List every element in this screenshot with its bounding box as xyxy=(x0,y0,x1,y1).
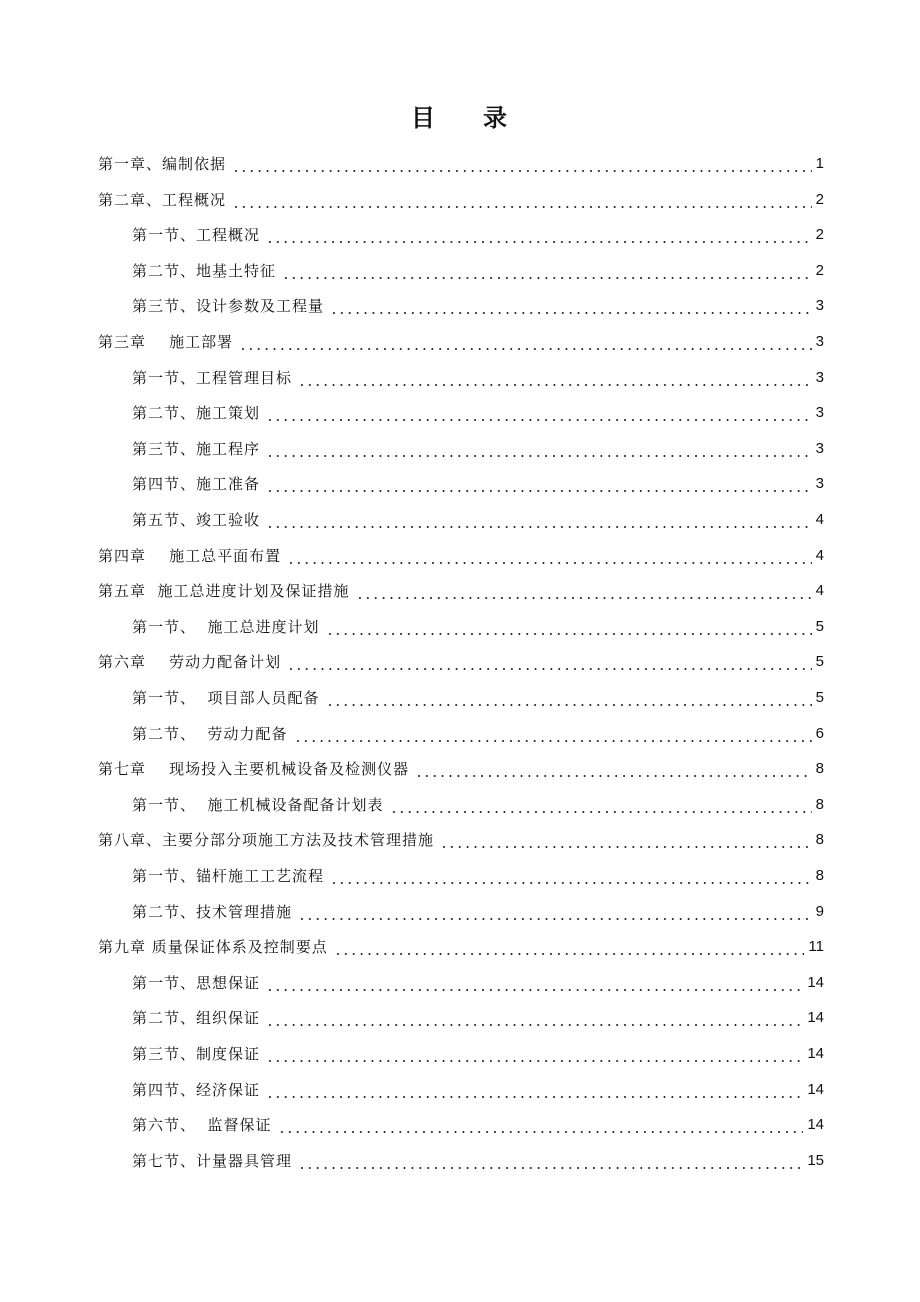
toc-entry-label: 第二节、 劳动力配备 xyxy=(132,724,288,743)
toc-page-number: 2 xyxy=(815,261,824,279)
toc-entry-label: 第六节、 监督保证 xyxy=(132,1116,272,1135)
toc-chapter-entry[interactable] xyxy=(98,751,824,787)
toc-chapter-entry[interactable] xyxy=(98,822,824,858)
toc-page-number: 14 xyxy=(807,1045,824,1062)
toc-entry-label: 第二节、地基土特征 xyxy=(132,261,277,280)
toc-section-entry[interactable] xyxy=(132,609,824,645)
toc-entry-label: 第八章、主要分部分项施工方法及技术管理措施 xyxy=(98,831,435,850)
toc-dot-leader xyxy=(330,858,812,894)
toc-dot-leader xyxy=(266,217,812,253)
toc-dot-leader xyxy=(298,894,812,930)
toc-dot-leader xyxy=(266,431,812,467)
toc-dot-leader xyxy=(266,1036,803,1072)
toc-entry-label: 第一节、工程概况 xyxy=(132,226,261,245)
toc-section-entry[interactable] xyxy=(132,360,824,396)
toc-section-entry[interactable] xyxy=(132,787,824,823)
toc-dot-leader xyxy=(266,965,803,1001)
toc-section-entry[interactable] xyxy=(132,858,824,894)
page-title-char: 录 xyxy=(483,104,509,132)
toc-page-number: 2 xyxy=(815,226,824,244)
toc-section-entry[interactable] xyxy=(132,680,824,716)
page-title-char: 目 xyxy=(411,104,437,132)
toc-section-entry[interactable] xyxy=(132,1000,824,1036)
toc-dot-leader xyxy=(298,360,812,396)
toc-page-number: 3 xyxy=(815,297,824,315)
toc-entry-label: 第五章 施工总进度计划及保证措施 xyxy=(98,582,350,601)
toc-page-number: 3 xyxy=(815,475,824,493)
toc-page-number: 5 xyxy=(815,617,824,635)
toc-chapter-entry[interactable] xyxy=(98,929,824,965)
toc-chapter-entry[interactable] xyxy=(98,324,824,360)
toc-chapter-entry[interactable] xyxy=(98,573,824,609)
toc-dot-leader xyxy=(232,182,812,218)
toc-dot-leader xyxy=(440,822,812,858)
toc-dot-leader xyxy=(287,644,812,680)
toc-entry-label: 第一节、锚杆施工工艺流程 xyxy=(132,867,325,885)
toc-dot-leader xyxy=(390,787,812,823)
toc-page-number: 3 xyxy=(815,439,824,457)
toc-chapter-entry[interactable] xyxy=(98,644,824,680)
toc-entry-label: 第四节、施工准备 xyxy=(132,475,261,494)
toc-page-number: 14 xyxy=(807,1116,824,1134)
toc-dot-leader xyxy=(239,324,812,360)
toc-section-entry[interactable] xyxy=(132,716,824,752)
toc-chapter-entry[interactable] xyxy=(98,182,824,218)
toc-dot-leader xyxy=(266,466,812,502)
toc-entry-label: 第四章 施工总平面布置 xyxy=(98,546,282,565)
toc-entry-label: 第一节、思想保证 xyxy=(132,973,261,992)
toc-entry-label: 第一章、编制依据 xyxy=(98,155,227,173)
toc-page-number: 3 xyxy=(815,368,824,386)
toc-section-entry[interactable] xyxy=(132,1036,824,1072)
toc-page-number: 5 xyxy=(815,689,824,706)
toc-dot-leader xyxy=(266,1072,803,1108)
toc-entry-label: 第九章 质量保证体系及控制要点 xyxy=(98,938,328,957)
toc-page-number: 8 xyxy=(815,831,824,849)
toc-dot-leader xyxy=(294,716,812,752)
toc-section-entry[interactable] xyxy=(132,502,824,538)
toc-entry-label: 第四节、经济保证 xyxy=(132,1080,261,1099)
toc-page-number: 5 xyxy=(815,653,824,671)
toc-page-number: 3 xyxy=(815,333,824,350)
toc-dot-leader xyxy=(326,680,812,716)
toc-entry-label: 第二节、技术管理措施 xyxy=(132,902,293,921)
toc-entry-label: 第三节、施工程序 xyxy=(132,439,261,458)
toc-page-number: 2 xyxy=(815,190,824,208)
toc-chapter-entry[interactable] xyxy=(98,538,824,574)
toc-entry-label: 第六章 劳动力配备计划 xyxy=(98,653,282,672)
toc-page-number: 14 xyxy=(807,973,824,991)
toc-dot-leader xyxy=(356,573,812,609)
toc-section-entry[interactable] xyxy=(132,217,824,253)
toc-section-entry[interactable] xyxy=(132,965,824,1001)
toc-entry-label: 第一节、工程管理目标 xyxy=(132,368,293,387)
toc-page-number: 11 xyxy=(808,938,824,956)
toc-section-entry[interactable] xyxy=(132,1107,824,1143)
toc-page-number: 3 xyxy=(815,404,824,422)
toc-section-entry[interactable] xyxy=(132,1143,824,1179)
toc-section-entry[interactable] xyxy=(132,253,824,289)
toc-section-entry[interactable] xyxy=(132,431,824,467)
toc-section-entry[interactable] xyxy=(132,466,824,502)
toc-section-entry[interactable] xyxy=(132,288,824,324)
toc-section-entry[interactable] xyxy=(132,894,824,930)
toc-page-number: 8 xyxy=(815,760,824,778)
toc-entry-label: 第五节、竣工验收 xyxy=(132,511,261,529)
toc-dot-leader xyxy=(232,146,812,182)
toc-entry-label: 第一节、 施工总进度计划 xyxy=(132,617,320,636)
toc-section-entry[interactable] xyxy=(132,1072,824,1108)
toc-entry-label: 第二节、施工策划 xyxy=(132,404,261,423)
toc-page-number: 9 xyxy=(815,902,824,920)
toc-entry-label: 第二章、工程概况 xyxy=(98,190,227,209)
toc-page-number: 8 xyxy=(815,867,824,884)
toc-dot-leader xyxy=(287,538,812,574)
toc-dot-leader xyxy=(282,253,812,289)
toc-dot-leader xyxy=(326,609,812,645)
toc-page-number: 14 xyxy=(807,1009,824,1027)
toc-page-number: 6 xyxy=(815,724,824,742)
toc-dot-leader xyxy=(266,502,812,538)
toc-page-number: 15 xyxy=(807,1151,824,1169)
toc-entry-label: 第七节、计量器具管理 xyxy=(132,1151,293,1170)
toc-entry-label: 第三节、制度保证 xyxy=(132,1045,261,1063)
toc-dot-leader xyxy=(415,751,812,787)
page-title xyxy=(0,100,920,136)
toc-page-number: 4 xyxy=(815,582,824,600)
toc-entry-label: 第一节、 项目部人员配备 xyxy=(132,689,320,707)
toc-chapter-entry[interactable] xyxy=(98,146,824,182)
toc-page-number: 1 xyxy=(815,155,824,172)
toc-dot-leader xyxy=(266,395,812,431)
toc-section-entry[interactable] xyxy=(132,395,824,431)
toc-dot-leader xyxy=(330,288,812,324)
toc-dot-leader xyxy=(334,929,805,965)
toc-page-number: 4 xyxy=(815,511,824,528)
toc-entry-label: 第三章 施工部署 xyxy=(98,333,234,351)
toc-page-number: 14 xyxy=(807,1080,824,1098)
toc-entry-label: 第二节、组织保证 xyxy=(132,1009,261,1028)
toc-dot-leader xyxy=(298,1143,803,1179)
toc-page-number: 4 xyxy=(815,546,824,564)
toc-page-number: 8 xyxy=(815,795,824,813)
toc-entry-label: 第一节、 施工机械设备配备计划表 xyxy=(132,795,384,814)
toc-dot-leader xyxy=(266,1000,803,1036)
toc-entry-label: 第三节、设计参数及工程量 xyxy=(132,297,325,316)
toc-dot-leader xyxy=(278,1107,804,1143)
toc-entry-label: 第七章 现场投入主要机械设备及检测仪器 xyxy=(98,760,410,779)
